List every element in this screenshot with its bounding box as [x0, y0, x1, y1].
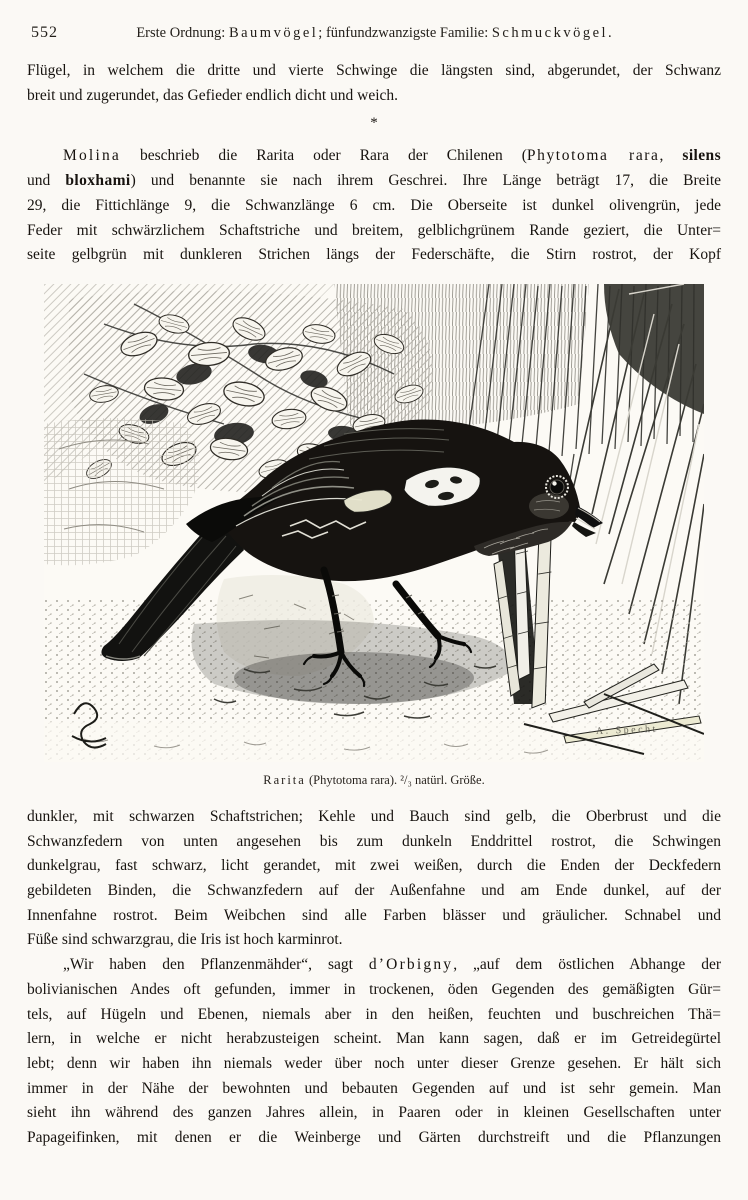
text-segment: beschrieb die Rarita oder Rara der Chilenen ( — [120, 147, 527, 165]
continuation-paragraph — [27, 805, 721, 953]
author-name: Molina — [63, 147, 121, 165]
text-segment: und — [27, 172, 66, 190]
text-line: Feder mit schwärzlichem Schaftstriche und breitem, gelblichgrünem Rande geziert, die Unter= — [27, 221, 721, 239]
caption-species: Rarita — [263, 772, 306, 787]
text-segment: , „auf dem östlichen Abhange der — [453, 956, 721, 974]
header-text: . — [608, 25, 612, 41]
text-column — [27, 24, 721, 1151]
text-line: 29, die Fittichlänge 9, die Schwanzlänge 6 cm. Die Oberseite ist dunkel olivengrün, jede — [27, 196, 721, 214]
description-paragraph — [27, 144, 721, 268]
header-text: ; fünfundzwanzigste Familie: — [318, 25, 492, 41]
header-family-name: Schmuckvögel — [491, 25, 609, 41]
text-line: Innenfahne rostrot. Beim Weibchen sind alle Farben blässer und gräulicher. Schnabel und — [27, 906, 721, 924]
text-line: tels, auf Hügeln und Ebenen, niemals aber in den heißen, feuchten und buschreichen Thä= — [27, 1005, 721, 1023]
section-separator: * — [370, 115, 378, 132]
text-line: breit und zugerundet, das Gefieder endlich dicht und weich. — [27, 86, 399, 104]
running-header — [27, 24, 721, 43]
text-line: gebildeten Binden, die Schwanzfedern auf der Außenfahne und am Ende dunkel, auf der — [27, 882, 721, 900]
figure-block — [27, 284, 721, 789]
text-line: dunkler, mit schwarzen Schaftstrichen; Kehle und Bauch sind gelb, die Oberbrust und die — [27, 807, 721, 825]
text-line: bolivianischen Andes oft gefunden, immer in trockenen, öden Gegenden des gemäßigten Gür= — [27, 980, 721, 998]
quote-paragraph — [27, 953, 721, 1151]
text-segment: , — [659, 147, 683, 165]
header-order-name: Baumvögel — [228, 25, 319, 41]
latin-synonym: silens — [682, 147, 721, 165]
figure-caption — [27, 772, 721, 789]
bird-engraving — [44, 284, 704, 762]
text-line — [27, 169, 721, 194]
text-line — [27, 144, 721, 169]
text-segment: „Wir haben den Pflanzenmähder“, sagt — [63, 956, 369, 974]
text-line: Füße sind schwarzgrau, die Iris ist hoch karminrot. — [27, 931, 343, 949]
text-line: Flügel, in welchem die dritte und vierte Schwinge die längsten sind, abgerundet, der Schwanz — [27, 62, 721, 79]
text-line: lebt; denn wir haben ihn niemals weder über noch unter dieser Grenze gesehen. Er hält sich — [27, 1054, 721, 1072]
eye-highlight — [552, 481, 556, 485]
caption-text: (Phytotoma rara). ²/₃ natürl. Größe. — [305, 772, 485, 787]
text-line — [27, 953, 721, 978]
text-line: Schwanzfedern von unten angesehen bis zum dunkeln Enddrittel rostrot, die Schwingen — [27, 832, 721, 850]
latin-species-name: Phytotoma rara — [526, 147, 660, 165]
text-line: sieht ihn während des ganzen Jahres allein, in Paaren oder in kleinen Gesellschaften unter — [27, 1104, 721, 1122]
latin-synonym: bloxhami — [65, 172, 131, 190]
intro-paragraph — [27, 59, 721, 108]
engraver-signature: A. Specht — [595, 723, 659, 737]
text-line: seite gelbgrün mit dunkleren Strichen längs der Federschäfte, die Stirn rostrot, der Kopf — [27, 246, 721, 264]
text-line: dunkelgrau, fast schwarz, licht gerandet, mit zwei weißen, durch die Enden der Deckfedern — [27, 857, 721, 875]
author-name: d’Orbigny — [368, 956, 454, 974]
header-text: Erste Ordnung: — [136, 25, 229, 41]
text-line: immer in der Nähe der bewohnten und bebauten Gegenden auf und ist sehr gemein. Man — [27, 1079, 721, 1097]
page-number: 552 — [31, 24, 58, 41]
text-line: Papageifinken, mit denen er die Weinberge und Gärten durchstreift und die Pflanzungen — [27, 1129, 721, 1147]
text-segment: ) und benannte sie nach ihrem Geschrei. Ihre Länge beträgt 17, die Breite — [130, 172, 722, 190]
text-line: lern, in welche er nicht herabzusteigen scheint. Man kann sagen, daß er im Getreidegürtel — [27, 1030, 721, 1048]
